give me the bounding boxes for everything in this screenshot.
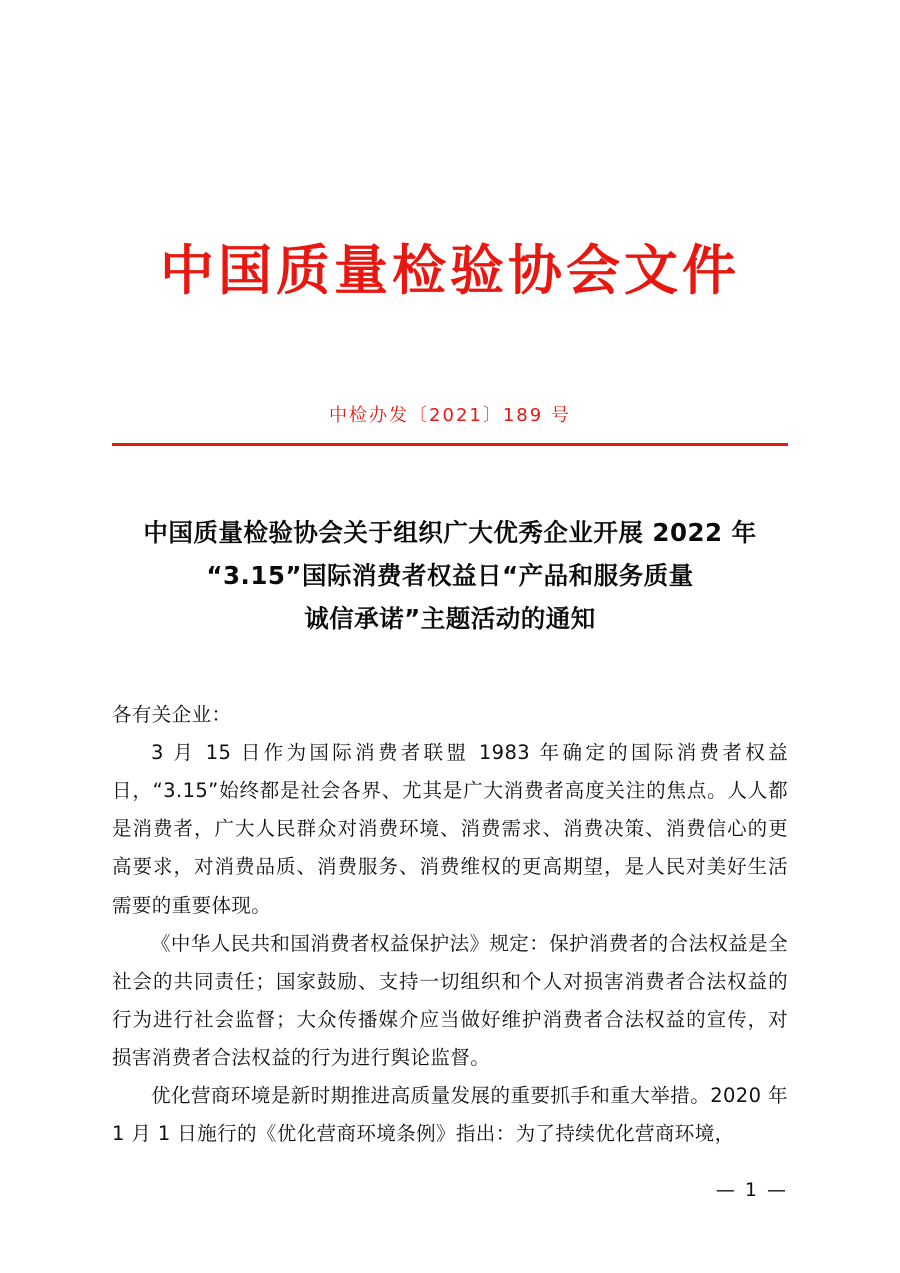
page-title — [112, 512, 788, 641]
salutation: 各有关企业： — [112, 703, 232, 727]
document-body — [112, 696, 788, 1152]
body-paragraph-1: 3 月 15 日作为国际消费者联盟 1983 年确定的国际消费者权益日，“3.15”始终都是社会各界、尤其是广大消费者高度关注的焦点。人人都是消费者，广大人民群众对消费环境、消费需求、消费决策、消费信心的更高要求，对消费品质、消费服务、消费维权的更高期望，是人民对美好生活需要的重要体现。 — [112, 741, 788, 917]
title-line-1: 中国质量检验协会关于组织广大优秀企业开展 2022 年 — [143, 517, 757, 547]
body-paragraph-2: 《中华人民共和国消费者权益保护法》规定：保护消费者的合法权益是全社会的共同责任；国家鼓励、支持一切组织和个人对损害消费者合法权益的行为进行社会监督；大众传播媒介应当做好维护消费者合法权益的宣传，对损害消费者合法权益的行为进行舆论监督。 — [112, 931, 788, 1069]
body-paragraph-3: 优化营商环境是新时期推进高质量发展的重要抓手和重大举措。2020 年 1 月 1 日施行的《优化营商环境条例》指出：为了持续优化营商环境， — [112, 1083, 788, 1145]
page-number: — 1 — — [715, 1179, 788, 1201]
document-number: 中检办发〔2021〕189 号 — [329, 404, 571, 426]
title-line-3: 诚信承诺”主题活动的通知 — [304, 603, 596, 633]
title-line-2: “3.15”国际消费者权益日“产品和服务质量 — [206, 560, 694, 590]
masthead-title: 中国质量检验协会文件 — [160, 238, 740, 302]
red-divider-rule — [112, 443, 788, 446]
